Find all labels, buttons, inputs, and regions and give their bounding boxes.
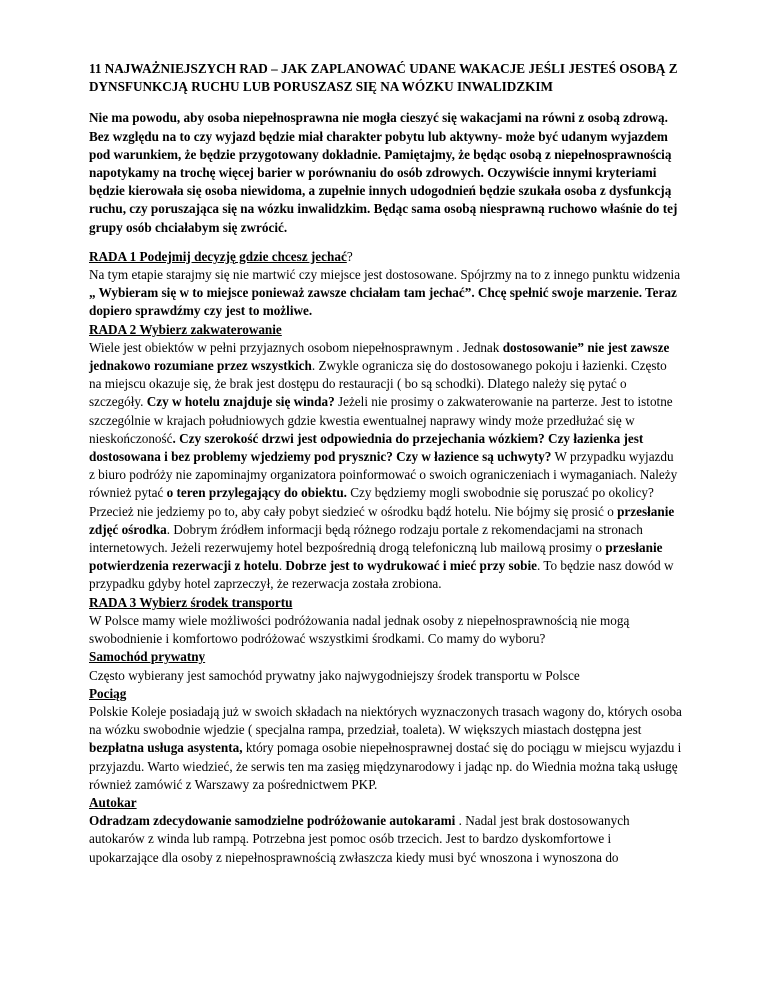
rada-2-text-4: W przypadku wyjazdu z biuro podróży nie zapominajmy organizatora poinformować o swoich ograniczeniach i wymaganiach. Należy również pytać [89, 449, 678, 501]
rada-3-paragraph [89, 594, 682, 649]
rada-2-bold-7: Dobrze jest to wydrukować i mieć przy sobie [285, 558, 538, 574]
rada-2-text-3: Jeżeli nie prosimy o zakwaterowanie na parterze. Jest to istotne szczególnie w krajach południowych gdzie kwestia ewentualnej naprawy windy może przedłużać się w nieskończoność [89, 394, 673, 446]
rada-2-bold-4: o teren przylegający do obiektu. [166, 485, 347, 501]
rada-2-bold-1: dostosowanie” nie jest zawsze jednakowo rozumiane przez wszystkich [89, 339, 670, 374]
rada-2-bold-6: przesłanie potwierdzenia rezerwacji z hotelu [89, 540, 663, 574]
rada-2-text-1: Wiele jest obiektów w pełni przyjaznych osobom niepełnosprawnym . Jednak [89, 339, 503, 355]
bus-bold-1: Odradzam zdecydowanie samodzielne podróżowanie autokarami [89, 813, 456, 829]
rada-2-paragraph [89, 321, 682, 594]
car-section [89, 648, 682, 684]
bus-section [89, 794, 682, 867]
rada-2-bold-3: . Czy szerokość drzwi jest odpowiednia do przejechania wózkiem? Czy łazienka jest dostosowana i bez problemy wjedziemy pod prysznic? Czy w łazience są uchwyty? [89, 430, 644, 465]
rada-2-text-2: . Zwykle ogranicza się do dostosowanego pokoju i łazienki. Często na miejscu okazuje się, że brak jest dostępu do restauracji ( bo są schodki). Dlatego należy się pytać o szczegóły. [89, 358, 667, 410]
train-bold-1: bezpłatna usługa asystenta, [89, 740, 243, 756]
rada-1-text: Na tym etapie starajmy się nie martwić czy miejsce jest dostosowane. Spójrzmy na to z innego punktu widzenia [89, 267, 681, 283]
intro-paragraph: Nie ma powodu, aby osoba niepełnosprawna nie mogła cieszyć się wakacjami na równi z osobą zdrową. Bez względu na to czy wyjazd będzie miał charakter pobytu lub aktywny- może być udanym wyjazdem pod warunkiem, że będzie przygotowany dokładnie. Pamiętajmy, że będąc osobą z niepełnosprawnością napotykamy na trochę więcej barier w porównaniu do osób zdrowych. Oczywiście innymi kryteriami będzie kierowała się osoba niewidoma, a zupełnie innych udogodnień będzie szukała osoba z dysfunkcją ruchu, czy poruszająca się na wózku inwalidzkim. Będąc sama osobą niesprawną ruchowo właśnie do tej grupy osób chciałabym się zwrócić. [89, 110, 678, 235]
rada-3-text: W Polsce mamy wiele możliwości podróżowania nadal jednak osoby z niepełnosprawnością nie mogą swobodnienie i komfortowo podróżować wszystkimi środkami. Co mamy do wyboru? [89, 612, 630, 647]
train-text-1: Polskie Koleje posiadają już w swoich składach na niektórych wyznaczonych trasach wagony do, których osoba na wózku swobodnie wjedzie ( specjalna rampa, przedział, toaleta). W większych miastach dostępna jest [89, 703, 682, 738]
bus-text-1: . Nadal jest brak dostosowanych autokarów z winda lub rampą. Potrzebna jest pomoc osób trzecich. Jest to bardzo dyskomfortowe i upokarzające dla osoby z niepełnosprawnością zwłaszcza kiedy musi być wnoszona i wynoszona do [89, 813, 630, 865]
car-heading: Samochód prywatny [89, 649, 206, 665]
rada-2-heading: RADA 2 Wybierz zakwaterowanie [89, 321, 282, 337]
document-title: 11 NAJWAŻNIEJSZYCH RAD – JAK ZAPLANOWAĆ UDANE WAKACJE JEŚLI JESTEŚ OSOBĄ Z DYNSFUNKCJĄ RUCHU LUB PORUSZASZ SIĘ NA WÓZKU INWALIDZKIM [89, 61, 678, 95]
rada-1-question-mark: ? [346, 248, 353, 264]
rada-2-text-5: Czy będziemy mogli swobodnie się poruszać po okolicy? Przecież nie jedziemy po to, aby cały pobyt siedzieć w ośrodku bądź hotelu. Nie bójmy się prosić o [89, 485, 654, 519]
rada-2-bold-5: przesłanie zdjęć ośrodka [89, 503, 675, 537]
rada-1-paragraph [89, 248, 682, 321]
rada-3-heading: RADA 3 Wybierz środek transportu [89, 594, 293, 610]
rada-2-text-7: . [278, 558, 286, 574]
rada-2-text-6: . Dobrym źródłem informacji będą różnego rodzaju portale z rekomendacjami na stronach internetowych. Jeżeli rezerwujemy hotel bezpośrednią drogą telefoniczną lub mailową prosimy o [89, 521, 643, 556]
rada-2-bold-2: Czy w hotelu znajduje się winda? [146, 394, 335, 410]
rada-1-heading: RADA 1 Podejmij decyzję gdzie chcesz jechać [89, 248, 347, 264]
car-text: Często wybierany jest samochód prywatny jako najwygodniejszy środek transportu w Polsce [89, 667, 580, 683]
rada-2-text-8: . To będzie nasz dowód w przypadku gdyby hotel zaprzeczył, że rezerwacja została zrobiona. [89, 558, 674, 592]
train-section [89, 685, 682, 794]
rada-1-bold-text: „ Wybieram się w to miejsce ponieważ zawsze chciałam tam jechać”. Chcę spełnić swoje marzenie. Teraz dopiero sprawdźmy czy jest to możliwe. [89, 285, 677, 319]
train-text-2: który pomaga osobie niepełnosprawnej dostać się do pociągu w miejscu wyjazdu i przyjazdu. Warto wiedzieć, że serwis ten ma zasięg międzynarodowy i jadąc np. do Wiednia można taką usługę również zamówić z Warszawy za pośrednictwem PKP. [89, 740, 682, 792]
bus-heading: Autokar [89, 794, 137, 810]
train-heading: Pociąg [89, 685, 127, 701]
